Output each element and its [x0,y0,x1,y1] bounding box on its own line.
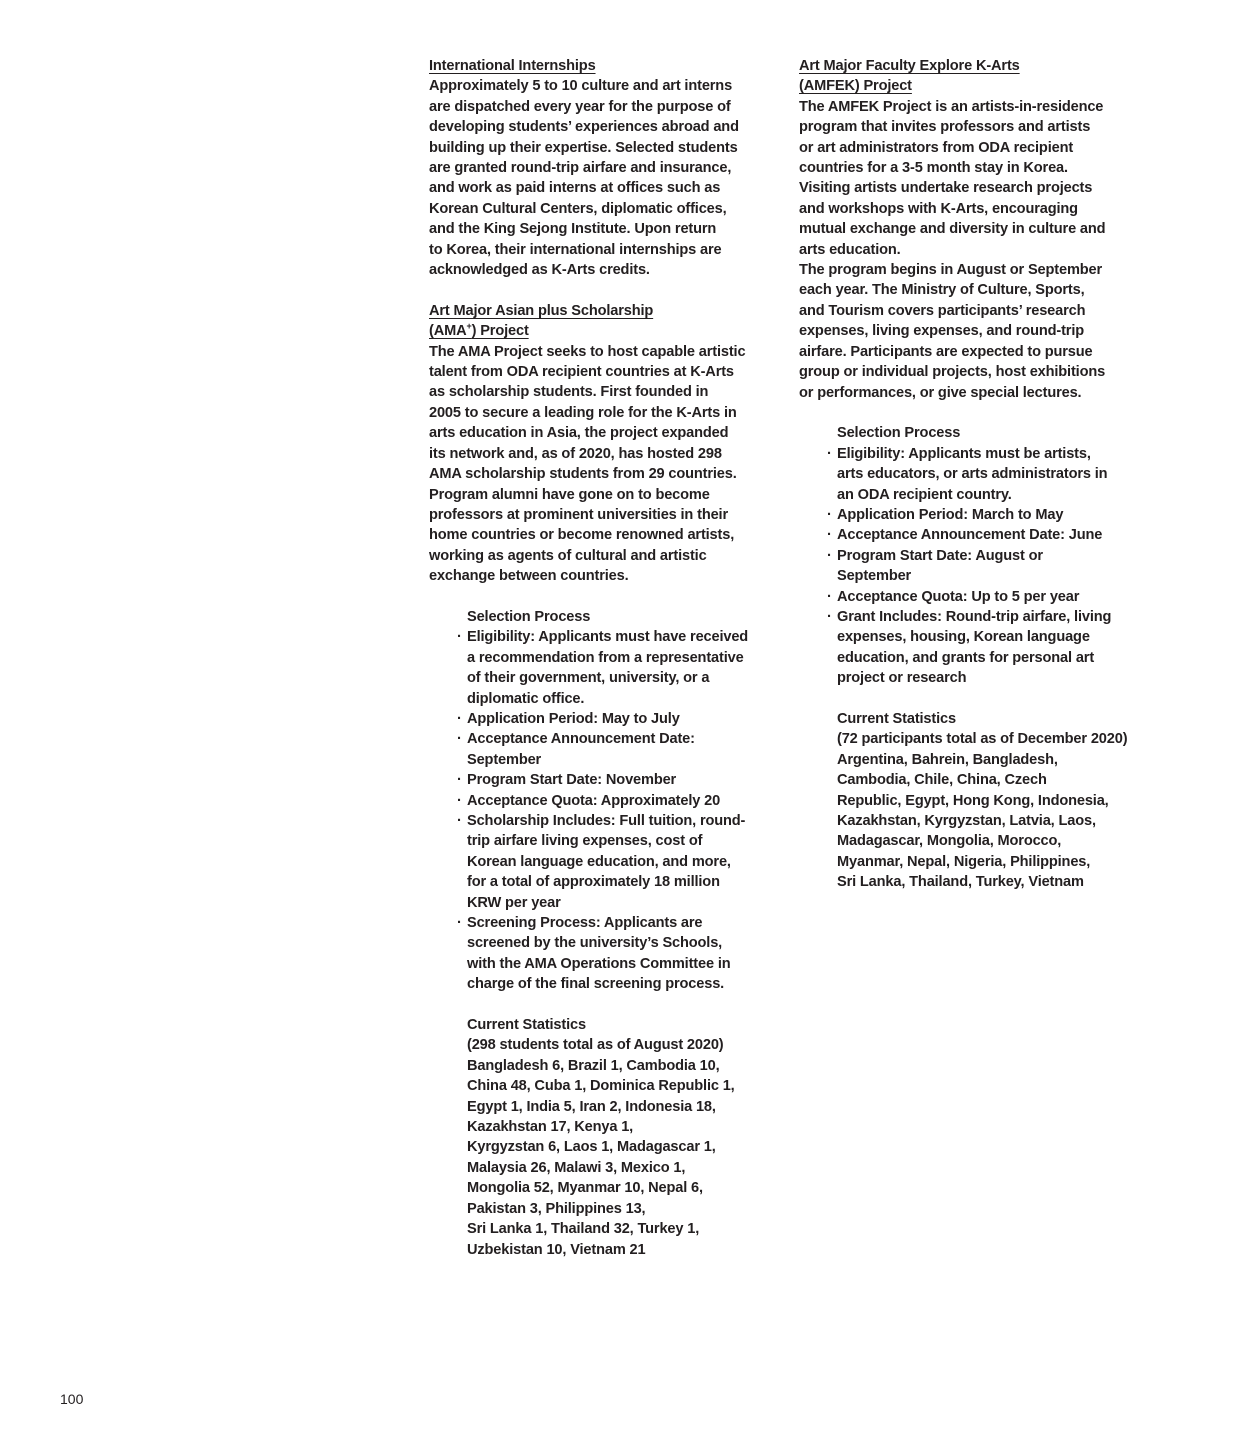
amfek-title-line2: (AMFEK) Project [799,78,912,95]
ama-title-post: ) Project [471,323,529,340]
text-line: The program begins in August or September [799,262,1103,279]
text-line: expenses, housing, Korean language [837,629,1090,646]
text-line: · Scholarship Includes: Full tuition, round- [467,813,746,829]
text-line: Myanmar, Nepal, Nigeria, Philippines, [837,853,1091,870]
text-line: building up their expertise. Selected students [429,139,738,156]
amfek-title-line1: Art Major Faculty Explore K-Arts [799,58,1020,74]
text-line: and work as paid interns at offices such as [429,180,721,197]
text-line: · Application Period: March to May [837,506,1064,523]
text-line: charge of the final screening process. [467,976,725,993]
text-line: · Program Start Date: August or [837,547,1043,564]
text-line: project or research [837,670,967,687]
text-line: Egypt 1, India 5, Iran 2, Indonesia 18, [467,1098,716,1115]
amfek-heading-line2 [799,76,1159,96]
list-item [837,607,1159,689]
right-column [799,56,1159,893]
text-line: diplomatic office. [467,690,585,707]
ama-bullet-list [467,627,789,994]
text-line: The AMA Project seeks to host capable artistic [429,343,746,360]
text-line: Uzbekistan 10, Vietnam 21 [467,1241,646,1258]
text-line: or performances, or give special lectures. [799,384,1082,401]
text-line: · Eligibility: Applicants must have received [467,629,749,646]
text-line: arts educators, or arts administrators in [837,466,1108,483]
text-line: Argentina, Bahrein, Bangladesh, [837,751,1058,768]
list-item [837,444,1159,505]
list-item [837,546,1159,587]
text-line: an ODA recipient country. [837,486,1012,503]
text-line: · Screening Process: Applicants are [467,915,703,932]
amfek-heading-line1 [799,56,1159,76]
text-line: of their government, university, or a [467,670,710,687]
list-item [837,525,1159,545]
text-line: China 48, Cuba 1, Dominica Republic 1, [467,1078,735,1095]
text-line: each year. The Ministry of Culture, Sports, [799,282,1085,299]
text-line: Madagascar, Mongolia, Morocco, [837,833,1062,850]
text-line: are granted round-trip airfare and insurance, [429,160,732,177]
text-line: Program alumni have gone on to become [429,486,710,503]
text-line: (298 students total as of August 2020) [467,1037,724,1054]
text-line: · Acceptance Announcement Date: [467,731,695,748]
text-line: · Grant Includes: Round-trip airfare, living [837,608,1112,625]
text-line: expenses, living expenses, and round-trip [799,323,1084,340]
list-item [837,505,1159,525]
text-line: group or individual projects, host exhibitions [799,364,1106,381]
amfek-selection-process [837,423,1159,892]
text-line: as scholarship students. First founded in [429,384,709,401]
ama-heading-line2 [429,321,789,341]
text-line: arts education. [799,241,901,258]
ama-title-sup: + [466,321,472,332]
text-line: Korean Cultural Centers, diplomatic offices, [429,200,727,217]
text-line: Sri Lanka, Thailand, Turkey, Vietnam [837,874,1084,891]
text-line: its network and, as of 2020, has hosted 298 [429,445,722,462]
text-line: (72 participants total as of December 2020) [837,731,1128,748]
ama-stats [467,1035,789,1259]
list-item [467,627,789,709]
text-line: working as agents of cultural and artistic [429,547,707,564]
text-line: airfare. Participants are expected to pursue [799,343,1093,360]
text-line: Korean language education, and more, [467,853,731,870]
text-line: or art administrators from ODA recipient [799,139,1074,156]
text-line: Pakistan 3, Philippines 13, [467,1200,646,1217]
list-item [467,913,789,995]
text-line: Malaysia 26, Malawi 3, Mexico 1, [467,1159,686,1176]
text-line: · Program Start Date: November [467,772,677,789]
text-line: · Acceptance Quota: Up to 5 per year [837,588,1080,605]
text-line: Kyrgyzstan 6, Laos 1, Madagascar 1, [467,1139,716,1156]
text-line: home countries or become renowned artists, [429,527,735,544]
amfek-body [799,97,1159,403]
text-line: AMA scholarship students from 29 countries. [429,466,737,483]
text-line: professors at prominent universities in their [429,506,728,523]
ama-title-pre: (AMA [429,323,467,340]
text-line: September [837,568,912,585]
text-line: developing students’ experiences abroad and [429,119,739,136]
text-line: program that invites professors and artists [799,119,1091,136]
internships-heading [429,56,789,76]
ama-stats-title: Current Statistics [467,1017,586,1034]
text-line: mutual exchange and diversity in culture and [799,221,1106,238]
list-item [467,709,789,729]
text-line: trip airfare living expenses, cost of [467,833,703,850]
text-line: countries for a 3-5 month stay in Korea. [799,160,1068,177]
amfek-bullet-list [837,444,1159,689]
ama-selection-title: Selection Process [467,608,591,625]
text-line: · Acceptance Announcement Date: June [837,527,1103,544]
text-line: are dispatched every year for the purpose of [429,98,731,115]
amfek-selection-title: Selection Process [837,425,961,442]
text-line: and Tourism covers participants’ research [799,302,1086,319]
ama-body [429,342,789,587]
text-line: acknowledged as K-Arts credits. [429,262,650,279]
ama-heading-line1 [429,301,789,321]
ama-title-line1: Art Major Asian plus Scholarship [429,302,654,319]
text-line: · Application Period: May to July [467,710,680,727]
text-line: arts education in Asia, the project expanded [429,425,729,442]
text-line: and workshops with K-Arts, encouraging [799,200,1078,217]
text-line: Visiting artists undertake research projects [799,180,1093,197]
text-line: for a total of approximately 18 million [467,874,720,891]
list-item [467,791,789,811]
text-line: a recommendation from a representative [467,649,744,666]
list-item [467,770,789,790]
text-line: Mongolia 52, Myanmar 10, Nepal 6, [467,1180,703,1197]
text-line: · Eligibility: Applicants must be artists, [837,445,1091,462]
text-line: 2005 to secure a leading role for the K-Arts in [429,404,737,421]
list-item [837,587,1159,607]
left-column [429,56,789,1260]
internships-body [429,76,789,280]
text-line: talent from ODA recipient countries at K-Arts [429,364,734,381]
amfek-stats [837,729,1159,892]
text-line: Kazakhstan 17, Kenya 1, [467,1119,634,1136]
text-line: Sri Lanka 1, Thailand 32, Turkey 1, [467,1221,700,1238]
text-line: to Korea, their international internships are [429,241,722,258]
list-item [467,729,789,770]
text-line: KRW per year [467,894,561,911]
internships-title: International Internships [429,58,596,74]
text-line: Kazakhstan, Kyrgyzstan, Latvia, Laos, [837,813,1096,829]
text-line: with the AMA Operations Committee in [467,955,731,972]
text-line: education, and grants for personal art [837,649,1095,666]
text-line: exchange between countries. [429,568,629,585]
list-item [467,811,789,913]
amfek-stats-title: Current Statistics [837,710,956,727]
text-line: Approximately 5 to 10 culture and art interns [429,78,733,95]
text-line: Cambodia, Chile, China, Czech [837,772,1047,789]
ama-selection-process [467,607,789,1260]
text-line: Bangladesh 6, Brazil 1, Cambodia 10, [467,1057,720,1074]
text-line: The AMFEK Project is an artists-in-residence [799,98,1104,115]
page-number: 100 [60,1391,84,1407]
text-line: · Acceptance Quota: Approximately 20 [467,792,721,809]
text-line: Republic, Egypt, Hong Kong, Indonesia, [837,792,1109,809]
text-line: September [467,751,542,768]
text-line: screened by the university’s Schools, [467,935,723,952]
text-line: and the King Sejong Institute. Upon return [429,221,717,238]
